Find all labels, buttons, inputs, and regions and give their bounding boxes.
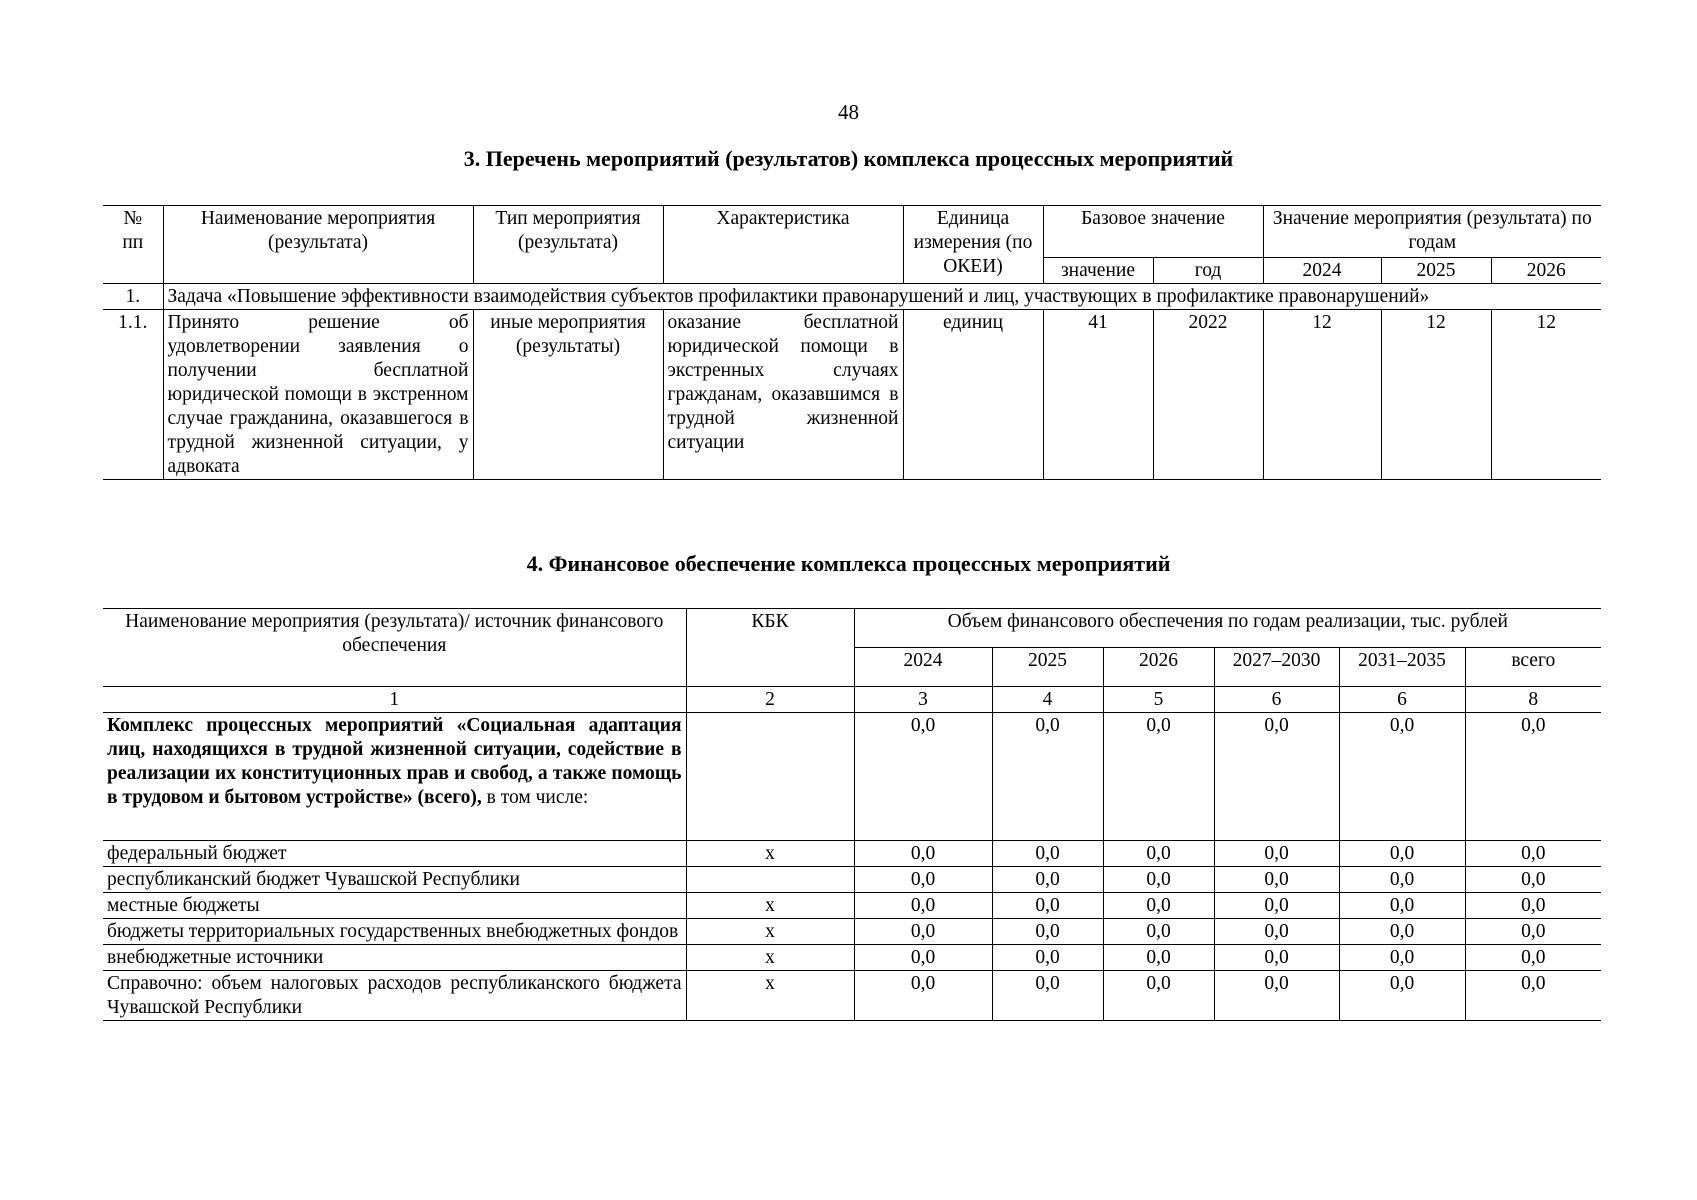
item-row	[103, 310, 1601, 480]
value-cell: 0,0	[1214, 971, 1339, 1021]
task-num: 1.	[103, 284, 163, 310]
task-row	[103, 284, 1601, 310]
value-cell: 0,0	[1103, 945, 1214, 971]
column-number: 4	[992, 687, 1103, 713]
value-cell: 0,0	[992, 971, 1103, 1021]
complex-name-rest: в том числе:	[481, 787, 589, 808]
header-base-year: год	[1153, 258, 1263, 284]
source-kbk: x	[686, 945, 854, 971]
item-base-year: 2022	[1153, 310, 1263, 480]
value-cell: 0,0	[1103, 919, 1214, 945]
header-years-group: Значение мероприятия (результата) по годам	[1263, 206, 1601, 258]
source-name: внебюджетные источники	[103, 945, 686, 971]
item-unit: единиц	[903, 310, 1043, 480]
header-num: № пп	[103, 206, 163, 284]
item-type: иные мероприятия (результаты)	[473, 310, 663, 480]
column-number: 3	[854, 687, 992, 713]
header-year-2025: 2025	[1381, 258, 1491, 284]
header-characteristic: Характеристика	[663, 206, 903, 284]
table-row	[103, 867, 1601, 893]
item-characteristic: оказание бесплатной юридической помощи в экстренных случаях гражданам, оказавшимся в трудной жизненной ситуации	[663, 310, 903, 480]
item-value-2026: 12	[1491, 310, 1601, 480]
value-cell: 0,0	[1214, 893, 1339, 919]
value-cell: 0,0	[1214, 841, 1339, 867]
column-number: 1	[103, 687, 686, 713]
column-number: 6	[1214, 687, 1339, 713]
complex-name-bold: Комплекс процессных мероприятий «Социальная адаптация лиц, находящихся в трудной жизненной ситуации, содействие в реализации их конституционных прав и свобод, а также помощь в трудовом и бытовом устройстве» (всего),	[107, 715, 682, 808]
value-cell: 0,0	[1339, 919, 1465, 945]
value-cell: 0,0	[1214, 713, 1339, 841]
value-cell: 0,0	[1103, 713, 1214, 841]
source-kbk	[686, 867, 854, 893]
header-base-value: значение	[1043, 258, 1153, 284]
value-cell: 0,0	[1214, 867, 1339, 893]
fin-header-kbk: КБК	[686, 609, 854, 687]
source-kbk: x	[686, 893, 854, 919]
value-cell: 0,0	[854, 713, 992, 841]
header-type: Тип мероприятия (результата)	[473, 206, 663, 284]
fin-header-year: 2027–2030	[1214, 648, 1339, 687]
column-number: 5	[1103, 687, 1214, 713]
section-4-title: 4. Финансовое обеспечение комплекса процессных мероприятий	[526, 551, 1171, 576]
fin-header-name: Наименование мероприятия (результата)/ источник финансового обеспечения	[103, 609, 686, 687]
table-row	[103, 841, 1601, 867]
value-cell: 0,0	[1214, 919, 1339, 945]
header-base: Базовое значение	[1043, 206, 1263, 258]
value-cell: 0,0	[1339, 971, 1465, 1021]
value-cell: 0,0	[1103, 893, 1214, 919]
source-kbk: x	[686, 971, 854, 1021]
task-text: Задача «Повышение эффективности взаимодействия субъектов профилактики правонарушений и лиц, участвующих в профилактике правонарушений»	[163, 284, 1601, 310]
fin-header-year: 2025	[992, 648, 1103, 687]
item-name: Принято решение об удовлетворении заявления о получении бесплатной юридической помощи в экстренном случае гражданина, оказавшегося в трудной жизненной ситуации, у адвоката	[163, 310, 473, 480]
header-year-2024: 2024	[1263, 258, 1381, 284]
value-cell: 0,0	[1465, 867, 1601, 893]
value-cell: 0,0	[854, 919, 992, 945]
value-cell: 0,0	[1214, 945, 1339, 971]
value-cell: 0,0	[1339, 945, 1465, 971]
value-cell: 0,0	[992, 919, 1103, 945]
fin-header-year: 2031–2035	[1339, 648, 1465, 687]
fin-header-year: всего	[1465, 648, 1601, 687]
value-cell: 0,0	[992, 841, 1103, 867]
value-cell: 0,0	[854, 945, 992, 971]
value-cell: 0,0	[992, 713, 1103, 841]
item-base-value: 41	[1043, 310, 1153, 480]
source-name: Справочно: объем налоговых расходов республиканского бюджета Чувашской Республики	[103, 971, 686, 1021]
fin-header-year: 2024	[854, 648, 992, 687]
value-cell: 0,0	[1339, 867, 1465, 893]
item-value-2025: 12	[1381, 310, 1491, 480]
value-cell: 0,0	[1465, 893, 1601, 919]
value-cell: 0,0	[1103, 841, 1214, 867]
value-cell: 0,0	[1339, 893, 1465, 919]
source-name: местные бюджеты	[103, 893, 686, 919]
fin-header-year: 2026	[1103, 648, 1214, 687]
source-name: федеральный бюджет	[103, 841, 686, 867]
header-year-2026: 2026	[1491, 258, 1601, 284]
value-cell: 0,0	[854, 841, 992, 867]
source-name: республиканский бюджет Чувашской Республики	[103, 867, 686, 893]
value-cell: 0,0	[854, 867, 992, 893]
table-row	[103, 919, 1601, 945]
complex-name	[103, 713, 686, 841]
table-row	[103, 945, 1601, 971]
item-num: 1.1.	[103, 310, 163, 480]
source-name: бюджеты территориальных государственных внебюджетных фондов	[103, 919, 686, 945]
header-unit: Единица измерения (по ОКЕИ)	[903, 206, 1043, 284]
value-cell: 0,0	[1465, 945, 1601, 971]
section-3-title: 3. Перечень мероприятий (результатов) комплекса процессных мероприятий	[463, 146, 1234, 171]
column-number: 2	[686, 687, 854, 713]
value-cell: 0,0	[1339, 841, 1465, 867]
value-cell: 0,0	[1465, 841, 1601, 867]
value-cell: 0,0	[1465, 919, 1601, 945]
complex-total-row	[103, 713, 1601, 841]
activities-table	[103, 205, 1601, 480]
page-number: 48	[838, 100, 859, 124]
header-name: Наименование мероприятия (результата)	[163, 206, 473, 284]
table-row	[103, 971, 1601, 1021]
value-cell: 0,0	[854, 893, 992, 919]
value-cell: 0,0	[1465, 713, 1601, 841]
value-cell: 0,0	[992, 893, 1103, 919]
value-cell: 0,0	[854, 971, 992, 1021]
value-cell: 0,0	[992, 867, 1103, 893]
value-cell: 0,0	[992, 945, 1103, 971]
column-number: 6	[1339, 687, 1465, 713]
value-cell: 0,0	[1103, 867, 1214, 893]
table-row	[103, 893, 1601, 919]
complex-kbk	[686, 713, 854, 841]
column-numbers-row	[103, 687, 1601, 713]
fin-header-volume: Объем финансового обеспечения по годам реализации, тыс. рублей	[854, 609, 1601, 648]
column-number: 8	[1465, 687, 1601, 713]
item-value-2024: 12	[1263, 310, 1381, 480]
value-cell: 0,0	[1103, 971, 1214, 1021]
value-cell: 0,0	[1465, 971, 1601, 1021]
source-kbk: x	[686, 841, 854, 867]
financing-table	[103, 608, 1601, 1021]
source-kbk: x	[686, 919, 854, 945]
value-cell: 0,0	[1339, 713, 1465, 841]
